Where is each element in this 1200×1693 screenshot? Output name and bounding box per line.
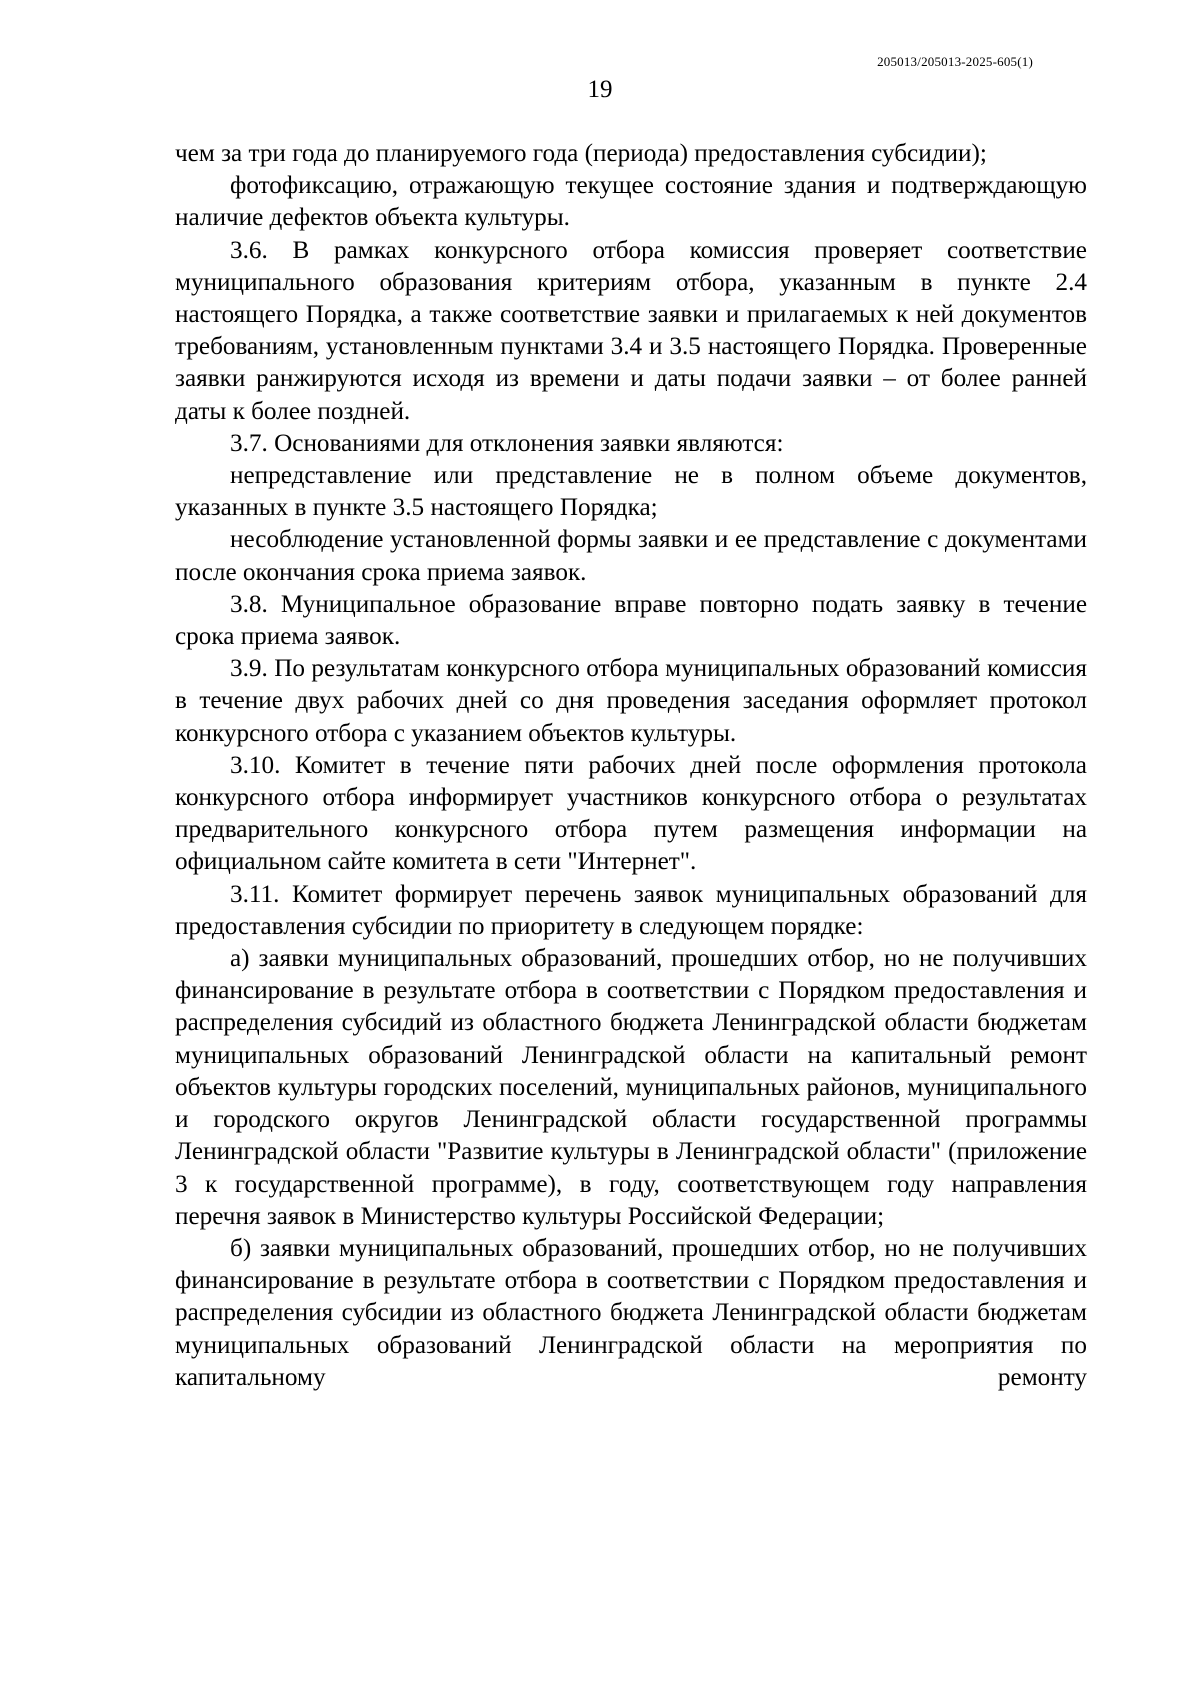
paragraph: чем за три года до планируемого года (периода) предоставления субсидии); [175, 140, 987, 167]
paragraph: фотофиксацию, отражающую текущее состояние здания и подтверждающую наличие дефектов объекта культуры. [175, 172, 1087, 232]
paragraph-3-11: 3.11. Комитет формирует перечень заявок муниципальных образований для предоставления субсидии по приоритету в следующем порядке: [175, 880, 1087, 940]
document-body [175, 138, 1087, 1394]
document-id: 205013/205013-2025-605(1) [877, 54, 1033, 69]
paragraph-3-7: 3.7. Основаниями для отклонения заявки являются: [230, 429, 784, 457]
paragraph: непредставление или представление не в полном объеме документов, указанных в пункте 3.5 настоящего Порядка; [175, 462, 1087, 522]
paragraph-3-9: 3.9. По результатам конкурсного отбора муниципальных образований комиссия в течение двух рабочих дней со дня проведения заседания оформляет протокол конкурсного отбора с указанием объектов культуры. [175, 655, 1087, 747]
page-number: 19 [587, 76, 613, 103]
paragraph-3-8: 3.8. Муниципальное образование вправе повторно подать заявку в течение срока приема заявок. [175, 590, 1087, 651]
paragraph-list-item-b: б) заявки муниципальных образований, прошедших отбор, но не получивших финансирование в результате отбора в соответствии с Порядком предоставления и распределения субсидии из областного бюджета Ленинградской области бюджетам муниципальных образований Ленинградской области на мероприятия по капитальному ремонту [175, 1234, 1087, 1391]
paragraph-3-10: 3.10. Комитет в течение пяти рабочих дней после оформления протокола конкурсного отбора информирует участников конкурсного отбора о результатах предварительного конкурсного отбора путем размещения информации на официальном сайте комитета в сети "Интернет". [175, 751, 1087, 876]
paragraph-3-6: 3.6. В рамках конкурсного отбора комиссия проверяет соответствие муниципального образования критериям отбора, указанным в пункте 2.4 настоящего Порядка, а также соответствие заявки и прилагаемых к ней документов требованиям, установленным пунктами 3.4 и 3.5 настоящего Порядка. Проверенные заявки ранжируются исходя из времени и даты подачи заявки – от более ранней даты к более поздней. [175, 236, 1087, 425]
paragraph: несоблюдение установленной формы заявки и ее представление с документами после окончания срока приема заявок. [175, 526, 1087, 586]
paragraph-list-item-a: а) заявки муниципальных образований, прошедших отбор, но не получивших финансирование в результате отбора в соответствии с Порядком предоставления и распределения субсидий из областного бюджета Ленинградской области бюджетам муниципальных образований Ленинградской области на капитальный ремонт объектов культуры городских поселений, муниципальных районов, муниципального и городского округов Ленинградской области государственной программы Ленинградской области "Развитие культуры в Ленинградской области" (приложение 3 к государственной программе), в году, соответствующем году направления перечня заявок в Министерство культуры Российской Федерации; [175, 945, 1087, 1230]
